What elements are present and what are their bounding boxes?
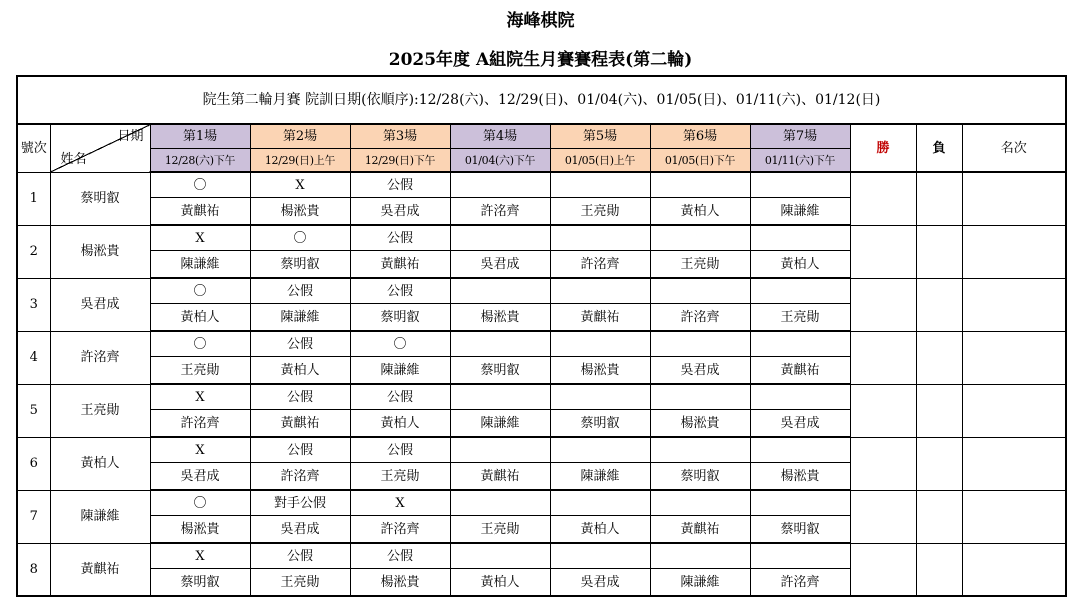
result-cell: 公假 [250,384,350,410]
player-number: 4 [17,331,50,384]
result-cell [550,490,650,516]
win-count-cell [850,331,916,384]
player-name: 黃麒祐 [50,543,150,596]
opponent-cell: 王亮勛 [750,304,850,332]
player-name: 蔡明叡 [50,172,150,225]
player-name: 黃柏人 [50,437,150,490]
opponent-cell: 蔡明叡 [150,569,250,597]
opponent-cell: 王亮勛 [250,569,350,597]
page-title: 2025年度 A組院生月賽賽程表(第二輪) [388,50,693,70]
result-cell [650,225,750,251]
opponent-cell: 黃柏人 [150,304,250,332]
opponent-cell: 陳謙維 [650,569,750,597]
opponent-cell: 陳謙維 [450,410,550,438]
opponent-cell: 楊淞貴 [650,410,750,438]
result-cell [550,331,650,357]
round-label-2: 第2場 [250,124,350,149]
round-date-5: 01/05(日)上午 [550,149,650,173]
opponent-cell: 黃麒祐 [450,463,550,491]
result-cell: 〇 [150,331,250,357]
player-name: 王亮勛 [50,384,150,437]
result-cell [450,490,550,516]
opponent-cell: 吳君成 [250,516,350,544]
win-count-cell [850,278,916,331]
result-cell: 公假 [250,331,350,357]
result-cell: 公假 [350,384,450,410]
player-result-row [17,437,1066,463]
opponent-cell: 黃麒祐 [150,198,250,226]
player-name: 吳君成 [50,278,150,331]
institute-name: 海峰棋院 [506,11,575,31]
result-cell [450,278,550,304]
opponent-cell: 蔡明叡 [250,251,350,279]
result-cell: 〇 [150,278,250,304]
loss-count-cell [916,384,962,437]
player-result-row [17,278,1066,304]
opponent-cell: 許洺齊 [650,304,750,332]
round-label-1: 第1場 [150,124,250,149]
rank-cell [962,384,1066,437]
round-label-7: 第7場 [750,124,850,149]
opponent-cell: 吳君成 [550,569,650,597]
result-cell [650,331,750,357]
player-result-row [17,331,1066,357]
result-cell [550,172,650,198]
win-count-cell [850,490,916,543]
player-result-row [17,543,1066,569]
result-cell: 公假 [250,543,350,569]
result-cell: 〇 [150,172,250,198]
opponent-cell: 王亮勛 [450,516,550,544]
result-cell: 公假 [250,278,350,304]
result-cell: 對手公假 [250,490,350,516]
player-result-row [17,490,1066,516]
result-cell: X [250,172,350,198]
opponent-cell: 黃麒祐 [750,357,850,385]
loss-count-cell [916,490,962,543]
result-cell: 公假 [350,225,450,251]
result-cell [550,278,650,304]
player-number: 1 [17,172,50,225]
opponent-cell: 黃麒祐 [350,251,450,279]
result-cell [650,172,750,198]
rank-cell [962,278,1066,331]
notice-row [17,76,1066,124]
opponent-cell: 黃麒祐 [650,516,750,544]
opponent-cell: 黃柏人 [550,516,650,544]
result-cell: 公假 [250,437,350,463]
result-cell: 〇 [150,490,250,516]
result-cell [650,490,750,516]
round-label-3: 第3場 [350,124,450,149]
result-cell: 〇 [250,225,350,251]
opponent-cell: 陳謙維 [350,357,450,385]
opponent-cell: 許洺齊 [450,198,550,226]
opponent-cell: 許洺齊 [250,463,350,491]
player-number: 6 [17,437,50,490]
rank-cell [962,543,1066,596]
result-cell [650,437,750,463]
opponent-cell: 許洺齊 [350,516,450,544]
column-header-name: 姓名 [60,151,87,167]
column-header-rank: 名次 [962,124,1066,172]
rank-cell [962,331,1066,384]
opponent-cell: 蔡明叡 [550,410,650,438]
result-cell: 公假 [350,172,450,198]
opponent-cell: 黃柏人 [750,251,850,279]
result-cell: X [150,543,250,569]
player-name: 楊淞貴 [50,225,150,278]
opponent-cell: 楊淞貴 [150,516,250,544]
opponent-cell: 王亮勛 [650,251,750,279]
result-cell [750,331,850,357]
player-name: 陳謙維 [50,490,150,543]
player-result-row [17,225,1066,251]
result-cell: 公假 [350,437,450,463]
result-cell: 公假 [350,543,450,569]
opponent-cell: 蔡明叡 [450,357,550,385]
result-cell [550,384,650,410]
opponent-cell: 陳謙維 [150,251,250,279]
loss-count-cell [916,437,962,490]
round-label-5: 第5場 [550,124,650,149]
round-date-4: 01/04(六)下午 [450,149,550,173]
result-cell [750,172,850,198]
result-cell [750,225,850,251]
loss-count-cell [916,225,962,278]
opponent-cell: 蔡明叡 [650,463,750,491]
player-name: 許洺齊 [50,331,150,384]
result-cell [450,437,550,463]
round-date-1: 12/28(六)下午 [150,149,250,173]
notice-text: 院生第二輪月賽 院訓日期(依順序):12/28(六)、12/29(日)、01/04(六)、01/05(日)、01/11(六)、01/12(日) [17,76,1066,124]
opponent-cell: 陳謙維 [750,198,850,226]
opponent-cell: 楊淞貴 [450,304,550,332]
opponent-cell: 蔡明叡 [350,304,450,332]
opponent-cell: 黃柏人 [450,569,550,597]
result-cell [750,278,850,304]
loss-count-cell [916,543,962,596]
result-cell [450,384,550,410]
result-cell [450,172,550,198]
rank-cell [962,225,1066,278]
opponent-cell: 黃麒祐 [550,304,650,332]
schedule-table [16,75,1067,597]
round-date-3: 12/29(日)下午 [350,149,450,173]
result-cell: X [150,437,250,463]
result-cell: X [150,225,250,251]
column-header-win: 勝 [850,124,916,172]
result-cell [650,543,750,569]
result-cell [450,331,550,357]
opponent-cell: 吳君成 [350,198,450,226]
rank-cell [962,172,1066,225]
result-cell [450,543,550,569]
opponent-cell: 陳謙維 [250,304,350,332]
win-count-cell [850,172,916,225]
opponent-cell: 蔡明叡 [750,516,850,544]
round-label-6: 第6場 [650,124,750,149]
result-cell [750,437,850,463]
loss-count-cell [916,331,962,384]
win-count-cell [850,437,916,490]
result-cell: X [150,384,250,410]
opponent-cell: 黃柏人 [250,357,350,385]
column-header-lose: 負 [916,124,962,172]
loss-count-cell [916,172,962,225]
opponent-cell: 楊淞貴 [350,569,450,597]
result-cell [650,384,750,410]
player-result-row [17,384,1066,410]
player-number: 2 [17,225,50,278]
win-count-cell [850,225,916,278]
opponent-cell: 吳君成 [650,357,750,385]
result-cell [750,490,850,516]
opponent-cell: 許洺齊 [550,251,650,279]
column-header-date: 日期 [117,129,144,144]
result-cell [550,437,650,463]
opponent-cell: 楊淞貴 [750,463,850,491]
win-count-cell [850,543,916,596]
result-cell: 公假 [350,278,450,304]
result-cell: 〇 [350,331,450,357]
round-date-2: 12/29(日)上午 [250,149,350,173]
opponent-cell: 吳君成 [150,463,250,491]
opponent-cell: 黃麒祐 [250,410,350,438]
opponent-cell: 許洺齊 [150,410,250,438]
result-cell [550,543,650,569]
opponent-cell: 楊淞貴 [550,357,650,385]
player-number: 3 [17,278,50,331]
opponent-cell: 黃柏人 [350,410,450,438]
round-date-7: 01/11(六)下午 [750,149,850,173]
opponent-cell: 楊淞貴 [250,198,350,226]
opponent-cell: 陳謙維 [550,463,650,491]
result-cell [750,384,850,410]
player-number: 7 [17,490,50,543]
win-count-cell [850,384,916,437]
opponent-cell: 許洺齊 [750,569,850,597]
loss-count-cell [916,278,962,331]
result-cell [550,225,650,251]
result-cell [650,278,750,304]
result-cell: X [350,490,450,516]
column-header-no: 號次 [17,124,50,172]
opponent-cell: 吳君成 [450,251,550,279]
result-cell [750,543,850,569]
column-header-date-name [50,124,150,172]
opponent-cell: 王亮勛 [350,463,450,491]
player-number: 8 [17,543,50,596]
round-date-6: 01/05(日)下午 [650,149,750,173]
player-number: 5 [17,384,50,437]
rank-cell [962,490,1066,543]
opponent-cell: 吳君成 [750,410,850,438]
rank-cell [962,437,1066,490]
opponent-cell: 黃柏人 [650,198,750,226]
opponent-cell: 王亮勛 [550,198,650,226]
round-header-row [17,124,1066,149]
opponent-cell: 王亮勛 [150,357,250,385]
result-cell [450,225,550,251]
player-result-row [17,172,1066,198]
round-label-4: 第4場 [450,124,550,149]
